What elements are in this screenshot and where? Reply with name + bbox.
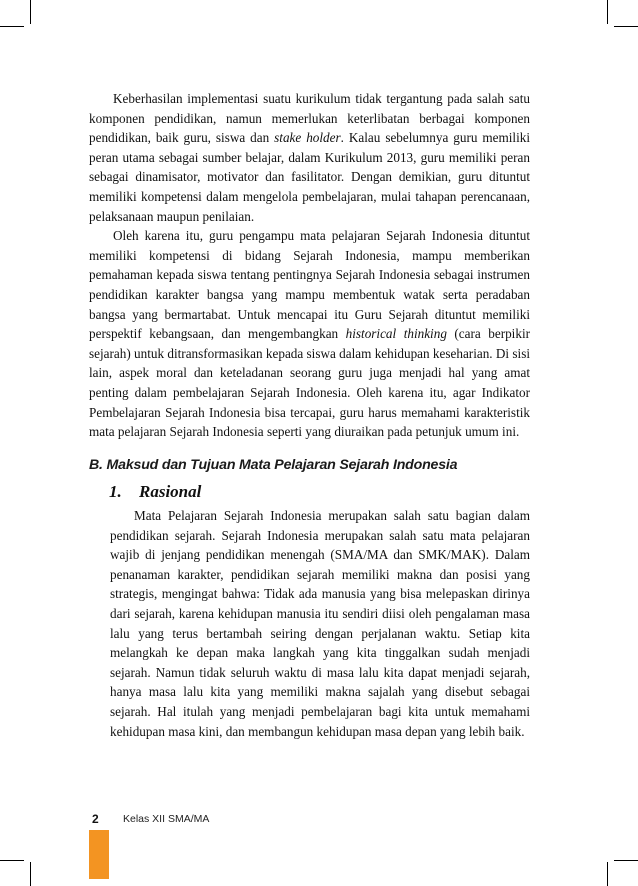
crop-mark-bottom-right-v bbox=[607, 862, 608, 886]
crop-mark-top-left-v bbox=[30, 0, 31, 24]
section-heading: B. Maksud dan Tujuan Mata Pelajaran Sejarah Indonesia bbox=[89, 457, 458, 473]
historical-thinking-term: historical thinking bbox=[345, 326, 447, 342]
crop-mark-bottom-left-v bbox=[30, 862, 31, 886]
crop-mark-bottom-left-h bbox=[0, 860, 24, 861]
subsection-title: Rasional bbox=[139, 482, 202, 501]
book-label: Kelas XII SMA/MA bbox=[123, 813, 210, 825]
intro-text-block bbox=[89, 89, 530, 442]
intro-paragraph-1-part-b: . Kalau sebelumnya guru memiliki peran utama sebagai sumber belajar, dalam Kurikulum 2013, guru memiliki peran sebagai dinamisator, motivator dan fasilitator. Dengan demikian, guru dituntut memiliki kompetensi dalam mengelola pembelajaran, mulai tahapan perencanaan, pelaksanaan maupun penilaian. bbox=[89, 130, 530, 224]
crop-mark-bottom-right-h bbox=[614, 860, 638, 861]
intro-paragraph-1-part-a: Keberhasilan implementasi suatu kurikulum tidak tergantung pada salah satu komponen pendidikan, namun memerlukan keterlibatan berbagai komponen pendidikan, baik guru, siswa dan bbox=[89, 91, 530, 146]
crop-mark-top-right-h bbox=[614, 26, 638, 27]
crop-mark-top-right-v bbox=[607, 0, 608, 24]
intro-paragraph-2 bbox=[89, 226, 530, 442]
subsection-number: 1. bbox=[109, 482, 122, 501]
accent-bar bbox=[89, 830, 109, 879]
rasional-text-block bbox=[110, 506, 530, 741]
rasional-paragraph: Mata Pelajaran Sejarah Indonesia merupakan salah satu bagian dalam pendidikan sejarah. Sejarah Indonesia merupakan salah satu mata pelajaran wajib di jenjang pendidikan menengah (SMA/MA dan SMK/MAK). Dalam penanaman karakter, pendidikan sejarah memiliki makna dan posisi yang strategis, mengingat bahwa: Tidak ada manusia yang bisa melepaskan dirinya dari sejarah, karena kehidupan manusia itu sendiri diisi oleh pengalaman masa lalu yang terus bertambah seiring dengan perjalanan waktu. Setiap kita melangkah ke depan maka langkah yang kita tinggalkan sudah menjadi sejarah. Namun tidak seluruh waktu di masa lalu kita dapat menjadi sejarah, hanya masa lalu kita yang memiliki makna sajalah yang disebut sebagai sejarah. Hal itulah yang menjadi pembelajaran bagi kita untuk memahami kehidupan masa kini, dan membangun kehidupan masa depan yang lebih baik. bbox=[110, 508, 530, 739]
page-number: 2 bbox=[92, 812, 99, 826]
crop-mark-top-left-h bbox=[0, 26, 24, 27]
subsection-heading bbox=[109, 482, 201, 502]
intro-paragraph-2-part-b: (cara berpikir sejarah) untuk ditransformasikan kepada siswa dalam kehidupan keseharian. Di sisi lain, aspek moral dan keteladanan seorang guru juga menjadi hal yang amat penting dalam pembelajaran Sejarah Indonesia. Oleh karena itu, agar Indikator Pembelajaran Sejarah Indonesia bisa tercapai, guru harus memahami karakteristik mata pelajaran Sejarah Indonesia seperti yang diuraikan pada petunjuk umum ini. bbox=[89, 326, 530, 440]
stake-holder-term: stake holder bbox=[274, 130, 341, 146]
intro-paragraph-2-part-a: Oleh karena itu, guru pengampu mata pelajaran Sejarah Indonesia dituntut memiliki kompetensi di bidang Sejarah Indonesia, mampu memberikan pemahaman kepada siswa tentang pentingnya Sejarah Indonesia sebagai instrumen pendidikan karakter bangsa yang mampu membentuk watak serta peradaban bangsa yang bermartabat. Untuk mencapai itu Guru Sejarah dituntut memiliki perspektif kebangsaan, dan mengembangkan bbox=[89, 228, 530, 342]
intro-paragraph-1 bbox=[89, 89, 530, 226]
